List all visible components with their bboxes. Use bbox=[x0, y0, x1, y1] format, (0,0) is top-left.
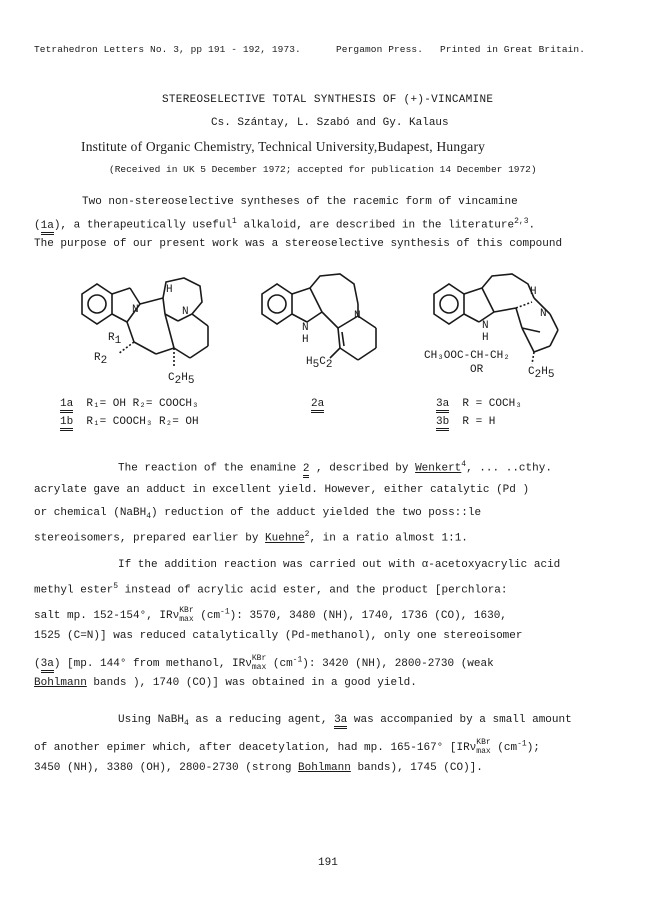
para3-line5: (3a) [mp. 144° from methanol, IRνKBr $\max (cm^{-1})$: 3420 (NH), 2800-2730 (weak bbox=[34, 654, 494, 672]
s1-n1: N bbox=[132, 304, 139, 316]
authors: Cs. Szántay, L. Szabó and Gy. Kalaus bbox=[211, 117, 449, 129]
para3-line4: 1525 (C=N)] was reduced catalytically (Pd-methanol), only one stereoisomer bbox=[34, 630, 523, 642]
s3-h1: H bbox=[530, 286, 537, 298]
s3-ethyl: C2H5 bbox=[528, 366, 555, 381]
structure-adduct bbox=[422, 272, 622, 392]
compound-1b-row: 1b R₁= COOCH₃ R₂= OH bbox=[60, 416, 199, 428]
compound-3b-row: 3b R = H bbox=[436, 416, 495, 428]
para1-line3: The purpose of our present work was a stereoselective synthesis of this compound bbox=[34, 238, 563, 250]
s1-h: H bbox=[166, 284, 173, 296]
para4-line2: of another epimer which, after deacetylation, had mp. 165-167° [IRνKBr $\max (cm^{-1})$; bbox=[34, 738, 540, 756]
para3-line3: salt mp. 152-154°, IRνKBr $\max (cm^{-1})$: 3570, 3480 (NH), 1740, 1736 (CO), 1630, bbox=[34, 606, 507, 624]
page-number: 191 bbox=[318, 857, 338, 869]
s1-ethyl: C2H5 bbox=[168, 372, 195, 387]
s1-n2: N bbox=[182, 306, 189, 318]
para3-line6: Bohlmann bands ), 1740 (CO)] was obtained in a good yield. bbox=[34, 677, 417, 689]
publisher: Pergamon Press. bbox=[336, 44, 424, 55]
s3-ester-chain: CH₃OOC-CH-CH₂ bbox=[424, 350, 510, 362]
para1-line1: Two non-stereoselective syntheses of the racemic form of vincamine bbox=[82, 196, 518, 208]
para2-line4: stereoisomers, prepared earlier by Kuehne$^2$, in a ratio almost 1:1. bbox=[34, 530, 468, 545]
s2-h: H bbox=[302, 334, 309, 346]
received-dates: (Received in UK 5 December 1972; accepted for publication 14 December 1972) bbox=[109, 164, 537, 175]
journal-citation: Tetrahedron Letters No. 3, pp 191 - 192, 1973. bbox=[34, 44, 301, 55]
para2-line3: or chemical (NaBH$_4$) reduction of the adduct yielded the two poss::le bbox=[34, 507, 482, 522]
s3-n2: N bbox=[540, 308, 547, 320]
para3-line2: methyl ester$^5$ instead of acrylic acid ester, and the product [perchlora: bbox=[34, 582, 508, 597]
para4-line3: 3450 (NH), 3380 (OH), 2800-2730 (strong Bohlmann bands), 1745 (CO)]. bbox=[34, 762, 483, 774]
para2-line1: The reaction of the enamine 2 , described by Wenkert$^4$, ... ..cthy. bbox=[118, 460, 552, 475]
compound-1a-row: 1a R₁= OH R₂= COOCH₃ bbox=[60, 398, 199, 410]
s3-h2: H bbox=[482, 332, 489, 344]
s2-ethyl: H5C2 bbox=[306, 356, 333, 371]
printed-in: Printed in Great Britain. bbox=[440, 44, 586, 55]
paper-title: STEREOSELECTIVE TOTAL SYNTHESIS OF (+)-VINCAMINE bbox=[162, 94, 494, 106]
s1-r1: R1 bbox=[108, 332, 122, 347]
institute: Institute of Organic Chemistry, Technical University,Budapest, Hungary bbox=[81, 139, 486, 154]
s2-n2: N bbox=[354, 310, 361, 322]
s2-n1: N bbox=[302, 322, 309, 334]
compound-2a-label: 2a bbox=[311, 398, 324, 410]
s1-r2: R2 bbox=[94, 352, 108, 367]
structure-vincamine bbox=[70, 272, 240, 392]
s3-or: OR bbox=[470, 364, 484, 376]
structure-enamine bbox=[250, 272, 410, 382]
para3-line1: If the addition reaction was carried out with α-acetoxyacrylic acid bbox=[118, 559, 561, 571]
para2-line2: acrylate gave an adduct in excellent yield. However, either catalytic (Pd ) bbox=[34, 484, 530, 496]
s3-n1: N bbox=[482, 320, 489, 332]
para1-line2: (1a), a therapeutically useful$^1$ alkaloid, are described in the literature$^{2,3}$. bbox=[34, 217, 535, 232]
compound-3a-row: 3a R = COCH₃ bbox=[436, 398, 522, 410]
para4-line1: Using NaBH$_4$ as a reducing agent, 3a was accompanied by a small amount bbox=[118, 714, 572, 729]
